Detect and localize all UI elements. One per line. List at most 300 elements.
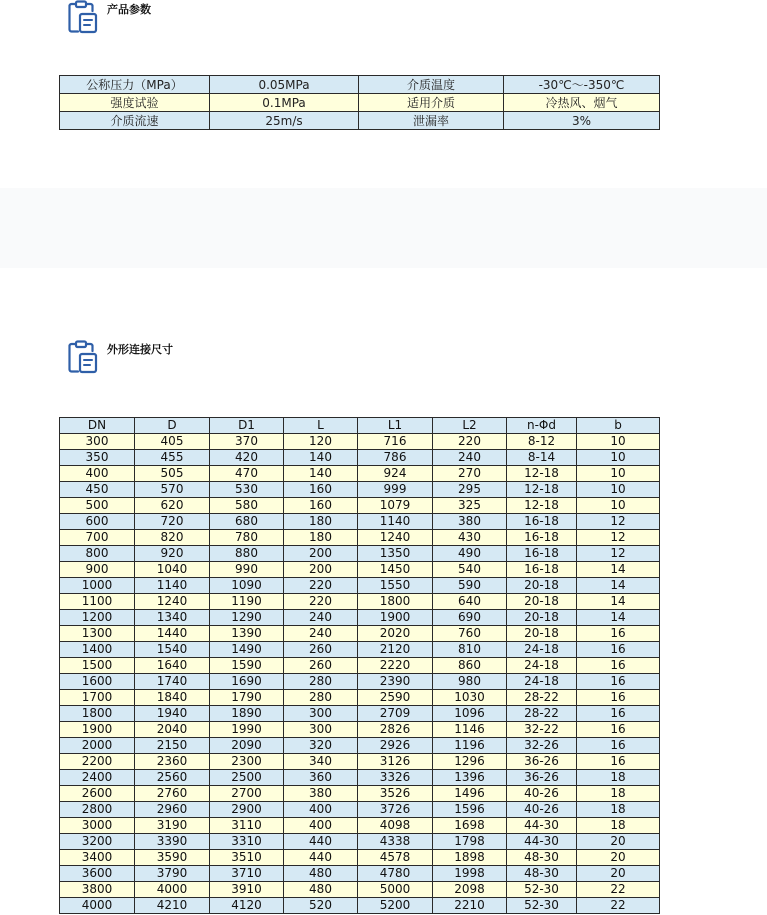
dims-cell: 1396 xyxy=(433,770,507,786)
dims-cell: 3726 xyxy=(358,802,433,818)
dims-cell: 1900 xyxy=(60,722,135,738)
dims-cell: 1400 xyxy=(60,642,135,658)
table-row xyxy=(60,770,660,786)
dims-cell: 300 xyxy=(284,722,358,738)
dims-cell: 1090 xyxy=(210,578,284,594)
dims-cell: 160 xyxy=(284,498,358,514)
dims-cell: 1500 xyxy=(60,658,135,674)
dims-cell: 16 xyxy=(577,706,660,722)
dims-cell: 1440 xyxy=(135,626,210,642)
dims-cell: 1390 xyxy=(210,626,284,642)
dims-cell: 3110 xyxy=(210,818,284,834)
params-section-header xyxy=(66,0,151,34)
dims-cell: 4098 xyxy=(358,818,433,834)
dims-cell: 4780 xyxy=(358,866,433,882)
dims-cell: 350 xyxy=(60,450,135,466)
dims-cell: 52-30 xyxy=(507,882,577,898)
dims-cell: 3390 xyxy=(135,834,210,850)
table-row xyxy=(60,546,660,562)
dims-cell: 240 xyxy=(433,450,507,466)
dims-cell: 2800 xyxy=(60,802,135,818)
dims-cell: 3590 xyxy=(135,850,210,866)
params-table xyxy=(59,75,660,130)
dims-cell: 16 xyxy=(577,626,660,642)
dims-cell: 1800 xyxy=(358,594,433,610)
param-label-cell: 适用介质 xyxy=(359,94,504,112)
dims-cell: 1640 xyxy=(135,658,210,674)
dims-cell: 2826 xyxy=(358,722,433,738)
dims-cell: 1340 xyxy=(135,610,210,626)
dims-cell: 24-18 xyxy=(507,642,577,658)
dims-cell: 4000 xyxy=(135,882,210,898)
dims-cell: 22 xyxy=(577,882,660,898)
table-row xyxy=(60,722,660,738)
dims-cell: 14 xyxy=(577,610,660,626)
dims-cell: 14 xyxy=(577,578,660,594)
table-row xyxy=(60,802,660,818)
dims-cell: 1196 xyxy=(433,738,507,754)
dims-header-cell: DN xyxy=(60,418,135,434)
dims-cell: 320 xyxy=(284,738,358,754)
dims-cell: 1290 xyxy=(210,610,284,626)
dims-cell: 220 xyxy=(284,594,358,610)
dims-cell: 600 xyxy=(60,514,135,530)
dims-cell: 340 xyxy=(284,754,358,770)
dims-cell: 880 xyxy=(210,546,284,562)
dims-cell: 1146 xyxy=(433,722,507,738)
table-row xyxy=(60,562,660,578)
dims-cell: 1798 xyxy=(433,834,507,850)
dims-cell: 1590 xyxy=(210,658,284,674)
dims-cell: 1550 xyxy=(358,578,433,594)
dims-cell: 1450 xyxy=(358,562,433,578)
dims-cell: 1840 xyxy=(135,690,210,706)
dims-cell: 760 xyxy=(433,626,507,642)
dims-cell: 810 xyxy=(433,642,507,658)
dims-cell: 10 xyxy=(577,498,660,514)
dims-cell: 1000 xyxy=(60,578,135,594)
dims-cell: 980 xyxy=(433,674,507,690)
dims-cell: 2926 xyxy=(358,738,433,754)
dims-cell: 240 xyxy=(284,626,358,642)
dims-cell: 2150 xyxy=(135,738,210,754)
dims-cell: 716 xyxy=(358,434,433,450)
dims-cell: 2560 xyxy=(135,770,210,786)
dims-cell: 2120 xyxy=(358,642,433,658)
dims-header-cell: L2 xyxy=(433,418,507,434)
dims-cell: 280 xyxy=(284,690,358,706)
dims-cell: 480 xyxy=(284,866,358,882)
dims-cell: 1898 xyxy=(433,850,507,866)
dims-cell: 2500 xyxy=(210,770,284,786)
dims-cell: 18 xyxy=(577,818,660,834)
table-row xyxy=(60,578,660,594)
dims-cell: 2760 xyxy=(135,786,210,802)
dims-cell: 620 xyxy=(135,498,210,514)
table-row xyxy=(60,674,660,690)
dims-cell: 40-26 xyxy=(507,802,577,818)
dims-cell: 32-22 xyxy=(507,722,577,738)
dims-cell: 490 xyxy=(433,546,507,562)
dims-cell: 2220 xyxy=(358,658,433,674)
dims-cell: 300 xyxy=(284,706,358,722)
dims-cell: 325 xyxy=(433,498,507,514)
table-row xyxy=(60,514,660,530)
dims-cell: 200 xyxy=(284,562,358,578)
dims-cell: 12 xyxy=(577,514,660,530)
dims-cell: 16 xyxy=(577,674,660,690)
dims-cell: 4120 xyxy=(210,898,284,914)
dims-cell: 12-18 xyxy=(507,498,577,514)
dims-cell: 2709 xyxy=(358,706,433,722)
param-value-cell: 0.05MPa xyxy=(210,76,359,94)
dims-cell: 180 xyxy=(284,530,358,546)
dims-cell: 1600 xyxy=(60,674,135,690)
param-label-cell: 介质温度 xyxy=(359,76,504,94)
dims-cell: 1096 xyxy=(433,706,507,722)
dims-cell: 5200 xyxy=(358,898,433,914)
table-row xyxy=(60,434,660,450)
dims-cell: 999 xyxy=(358,482,433,498)
dims-cell: 2400 xyxy=(60,770,135,786)
dims-cell: 680 xyxy=(210,514,284,530)
dims-section-title: 外形连接尺寸 xyxy=(107,343,173,356)
dims-cell: 10 xyxy=(577,482,660,498)
dims-cell: 4000 xyxy=(60,898,135,914)
dims-header-cell: D1 xyxy=(210,418,284,434)
dims-cell: 1800 xyxy=(60,706,135,722)
params-section-title: 产品参数 xyxy=(107,3,151,16)
table-row xyxy=(60,610,660,626)
dims-cell: 28-22 xyxy=(507,690,577,706)
dims-cell: 455 xyxy=(135,450,210,466)
dims-cell: 280 xyxy=(284,674,358,690)
dims-cell: 1140 xyxy=(358,514,433,530)
dims-cell: 180 xyxy=(284,514,358,530)
dims-cell: 240 xyxy=(284,610,358,626)
dims-cell: 2700 xyxy=(210,786,284,802)
param-label-cell: 公称压力（MPa） xyxy=(60,76,210,94)
dims-cell: 1100 xyxy=(60,594,135,610)
params-row xyxy=(60,94,660,112)
dims-cell: 480 xyxy=(284,882,358,898)
dims-cell: 440 xyxy=(284,850,358,866)
dims-cell: 22 xyxy=(577,898,660,914)
dims-cell: 260 xyxy=(284,658,358,674)
dims-cell: 16 xyxy=(577,738,660,754)
dims-cell: 370 xyxy=(210,434,284,450)
dims-cell: 820 xyxy=(135,530,210,546)
dims-cell: 1030 xyxy=(433,690,507,706)
dims-cell: 12-18 xyxy=(507,466,577,482)
dims-cell: 14 xyxy=(577,562,660,578)
dims-cell: 52-30 xyxy=(507,898,577,914)
table-row xyxy=(60,882,660,898)
dims-cell: 1140 xyxy=(135,578,210,594)
dims-cell: 4578 xyxy=(358,850,433,866)
dims-cell: 1690 xyxy=(210,674,284,690)
dims-cell: 20 xyxy=(577,866,660,882)
dims-cell: 120 xyxy=(284,434,358,450)
dims-cell: 36-26 xyxy=(507,754,577,770)
dims-cell: 400 xyxy=(60,466,135,482)
table-row xyxy=(60,690,660,706)
dims-cell: 1350 xyxy=(358,546,433,562)
dims-cell: 8-12 xyxy=(507,434,577,450)
dims-cell: 3190 xyxy=(135,818,210,834)
dims-cell: 3710 xyxy=(210,866,284,882)
dims-cell: 720 xyxy=(135,514,210,530)
param-value-cell: 0.1MPa xyxy=(210,94,359,112)
dims-cell: 40-26 xyxy=(507,786,577,802)
dims-cell: 1940 xyxy=(135,706,210,722)
dims-cell: 400 xyxy=(284,802,358,818)
dims-cell: 780 xyxy=(210,530,284,546)
dims-cell: 570 xyxy=(135,482,210,498)
dims-cell: 20 xyxy=(577,834,660,850)
params-row xyxy=(60,76,660,94)
table-row xyxy=(60,866,660,882)
dims-cell: 786 xyxy=(358,450,433,466)
dims-cell: 4338 xyxy=(358,834,433,850)
dims-header-cell: n-Φd xyxy=(507,418,577,434)
dims-cell: 16 xyxy=(577,642,660,658)
dims-cell: 270 xyxy=(433,466,507,482)
table-row xyxy=(60,754,660,770)
table-row xyxy=(60,850,660,866)
table-row xyxy=(60,658,660,674)
dims-cell: 1240 xyxy=(358,530,433,546)
dims-cell: 2600 xyxy=(60,786,135,802)
dims-cell: 1890 xyxy=(210,706,284,722)
dims-cell: 2000 xyxy=(60,738,135,754)
dims-cell: 3310 xyxy=(210,834,284,850)
dims-cell: 3790 xyxy=(135,866,210,882)
dims-cell: 16 xyxy=(577,658,660,674)
dims-table xyxy=(59,417,660,914)
table-row xyxy=(60,530,660,546)
dims-cell: 1240 xyxy=(135,594,210,610)
dims-cell: 5000 xyxy=(358,882,433,898)
dims-cell: 1190 xyxy=(210,594,284,610)
dims-header-cell: L1 xyxy=(358,418,433,434)
dims-cell: 990 xyxy=(210,562,284,578)
dims-cell: 160 xyxy=(284,482,358,498)
dims-cell: 220 xyxy=(284,578,358,594)
dims-cell: 800 xyxy=(60,546,135,562)
param-label-cell: 强度试验 xyxy=(60,94,210,112)
dims-header-row xyxy=(60,418,660,434)
dims-cell: 36-26 xyxy=(507,770,577,786)
dims-cell: 640 xyxy=(433,594,507,610)
dims-cell: 590 xyxy=(433,578,507,594)
dims-cell: 24-18 xyxy=(507,658,577,674)
dims-cell: 1040 xyxy=(135,562,210,578)
table-row xyxy=(60,626,660,642)
param-label-cell: 介质流速 xyxy=(60,112,210,130)
dims-cell: 2390 xyxy=(358,674,433,690)
dims-cell: 18 xyxy=(577,786,660,802)
dims-cell: 140 xyxy=(284,450,358,466)
dims-cell: 12 xyxy=(577,530,660,546)
dims-cell: 3910 xyxy=(210,882,284,898)
dims-cell: 2210 xyxy=(433,898,507,914)
dims-cell: 690 xyxy=(433,610,507,626)
dims-cell: 18 xyxy=(577,802,660,818)
dims-cell: 1900 xyxy=(358,610,433,626)
dims-cell: 295 xyxy=(433,482,507,498)
dims-cell: 10 xyxy=(577,450,660,466)
dims-cell: 3200 xyxy=(60,834,135,850)
table-row xyxy=(60,594,660,610)
dims-cell: 3510 xyxy=(210,850,284,866)
param-value-cell: -30℃～-350℃ xyxy=(504,76,660,94)
dims-cell: 300 xyxy=(60,434,135,450)
dims-cell: 3800 xyxy=(60,882,135,898)
dims-cell: 8-14 xyxy=(507,450,577,466)
table-row xyxy=(60,706,660,722)
dims-cell: 2360 xyxy=(135,754,210,770)
dims-cell: 2900 xyxy=(210,802,284,818)
dims-cell: 360 xyxy=(284,770,358,786)
params-row xyxy=(60,112,660,130)
dims-cell: 3326 xyxy=(358,770,433,786)
dims-cell: 28-22 xyxy=(507,706,577,722)
dims-cell: 20 xyxy=(577,850,660,866)
dims-cell: 1490 xyxy=(210,642,284,658)
table-row xyxy=(60,642,660,658)
dims-cell: 450 xyxy=(60,482,135,498)
dims-cell: 3126 xyxy=(358,754,433,770)
dims-cell: 20-18 xyxy=(507,626,577,642)
dims-header-cell: D xyxy=(135,418,210,434)
table-row xyxy=(60,898,660,914)
dims-cell: 1998 xyxy=(433,866,507,882)
dims-cell: 540 xyxy=(433,562,507,578)
dims-cell: 32-26 xyxy=(507,738,577,754)
dims-cell: 20-18 xyxy=(507,610,577,626)
dims-cell: 900 xyxy=(60,562,135,578)
dims-cell: 2590 xyxy=(358,690,433,706)
dims-cell: 3000 xyxy=(60,818,135,834)
dims-cell: 2960 xyxy=(135,802,210,818)
dims-cell: 3526 xyxy=(358,786,433,802)
dims-cell: 860 xyxy=(433,658,507,674)
dims-header-cell: L xyxy=(284,418,358,434)
dims-cell: 1740 xyxy=(135,674,210,690)
dims-cell: 10 xyxy=(577,434,660,450)
dims-cell: 2300 xyxy=(210,754,284,770)
dims-cell: 1596 xyxy=(433,802,507,818)
dims-cell: 1496 xyxy=(433,786,507,802)
dims-cell: 16 xyxy=(577,690,660,706)
dims-cell: 4210 xyxy=(135,898,210,914)
dims-cell: 18 xyxy=(577,770,660,786)
table-row xyxy=(60,786,660,802)
param-label-cell: 泄漏率 xyxy=(359,112,504,130)
dims-cell: 2098 xyxy=(433,882,507,898)
dims-cell: 2040 xyxy=(135,722,210,738)
dims-cell: 1698 xyxy=(433,818,507,834)
clipboard-icon xyxy=(66,340,100,374)
param-value-cell: 25m/s xyxy=(210,112,359,130)
table-row xyxy=(60,738,660,754)
table-row xyxy=(60,818,660,834)
dims-cell: 2020 xyxy=(358,626,433,642)
dims-cell: 48-30 xyxy=(507,866,577,882)
dims-cell: 14 xyxy=(577,594,660,610)
dims-cell: 16 xyxy=(577,754,660,770)
dims-cell: 505 xyxy=(135,466,210,482)
dims-cell: 470 xyxy=(210,466,284,482)
dims-cell: 924 xyxy=(358,466,433,482)
dims-cell: 1700 xyxy=(60,690,135,706)
dims-cell: 1079 xyxy=(358,498,433,514)
clipboard-icon xyxy=(66,0,100,34)
dims-cell: 400 xyxy=(284,818,358,834)
dims-cell: 24-18 xyxy=(507,674,577,690)
dims-cell: 405 xyxy=(135,434,210,450)
dims-section-header xyxy=(66,340,173,374)
dims-cell: 420 xyxy=(210,450,284,466)
dims-cell: 12-18 xyxy=(507,482,577,498)
dims-cell: 48-30 xyxy=(507,850,577,866)
table-row xyxy=(60,482,660,498)
table-row xyxy=(60,498,660,514)
table-row xyxy=(60,466,660,482)
dims-cell: 16-18 xyxy=(507,546,577,562)
param-value-cell: 冷热风、烟气 xyxy=(504,94,660,112)
dims-cell: 12 xyxy=(577,546,660,562)
dims-cell: 260 xyxy=(284,642,358,658)
dims-cell: 520 xyxy=(284,898,358,914)
dims-cell: 580 xyxy=(210,498,284,514)
dims-cell: 1296 xyxy=(433,754,507,770)
section-divider-band xyxy=(0,188,767,268)
dims-cell: 1540 xyxy=(135,642,210,658)
dims-cell: 16-18 xyxy=(507,562,577,578)
dims-cell: 2090 xyxy=(210,738,284,754)
dims-cell: 380 xyxy=(284,786,358,802)
dims-cell: 1990 xyxy=(210,722,284,738)
dims-cell: 20-18 xyxy=(507,594,577,610)
dims-cell: 920 xyxy=(135,546,210,562)
dims-cell: 10 xyxy=(577,466,660,482)
dims-cell: 16-18 xyxy=(507,530,577,546)
dims-cell: 16 xyxy=(577,722,660,738)
dims-cell: 430 xyxy=(433,530,507,546)
table-row xyxy=(60,834,660,850)
dims-cell: 220 xyxy=(433,434,507,450)
dims-cell: 530 xyxy=(210,482,284,498)
dims-cell: 2200 xyxy=(60,754,135,770)
dims-cell: 44-30 xyxy=(507,834,577,850)
table-row xyxy=(60,450,660,466)
dims-cell: 500 xyxy=(60,498,135,514)
dims-cell: 700 xyxy=(60,530,135,546)
dims-cell: 16-18 xyxy=(507,514,577,530)
dims-cell: 140 xyxy=(284,466,358,482)
param-value-cell: 3% xyxy=(504,112,660,130)
dims-cell: 1300 xyxy=(60,626,135,642)
dims-cell: 1200 xyxy=(60,610,135,626)
dims-header-cell: b xyxy=(577,418,660,434)
dims-cell: 440 xyxy=(284,834,358,850)
dims-cell: 200 xyxy=(284,546,358,562)
dims-cell: 1790 xyxy=(210,690,284,706)
dims-cell: 3600 xyxy=(60,866,135,882)
dims-cell: 20-18 xyxy=(507,578,577,594)
